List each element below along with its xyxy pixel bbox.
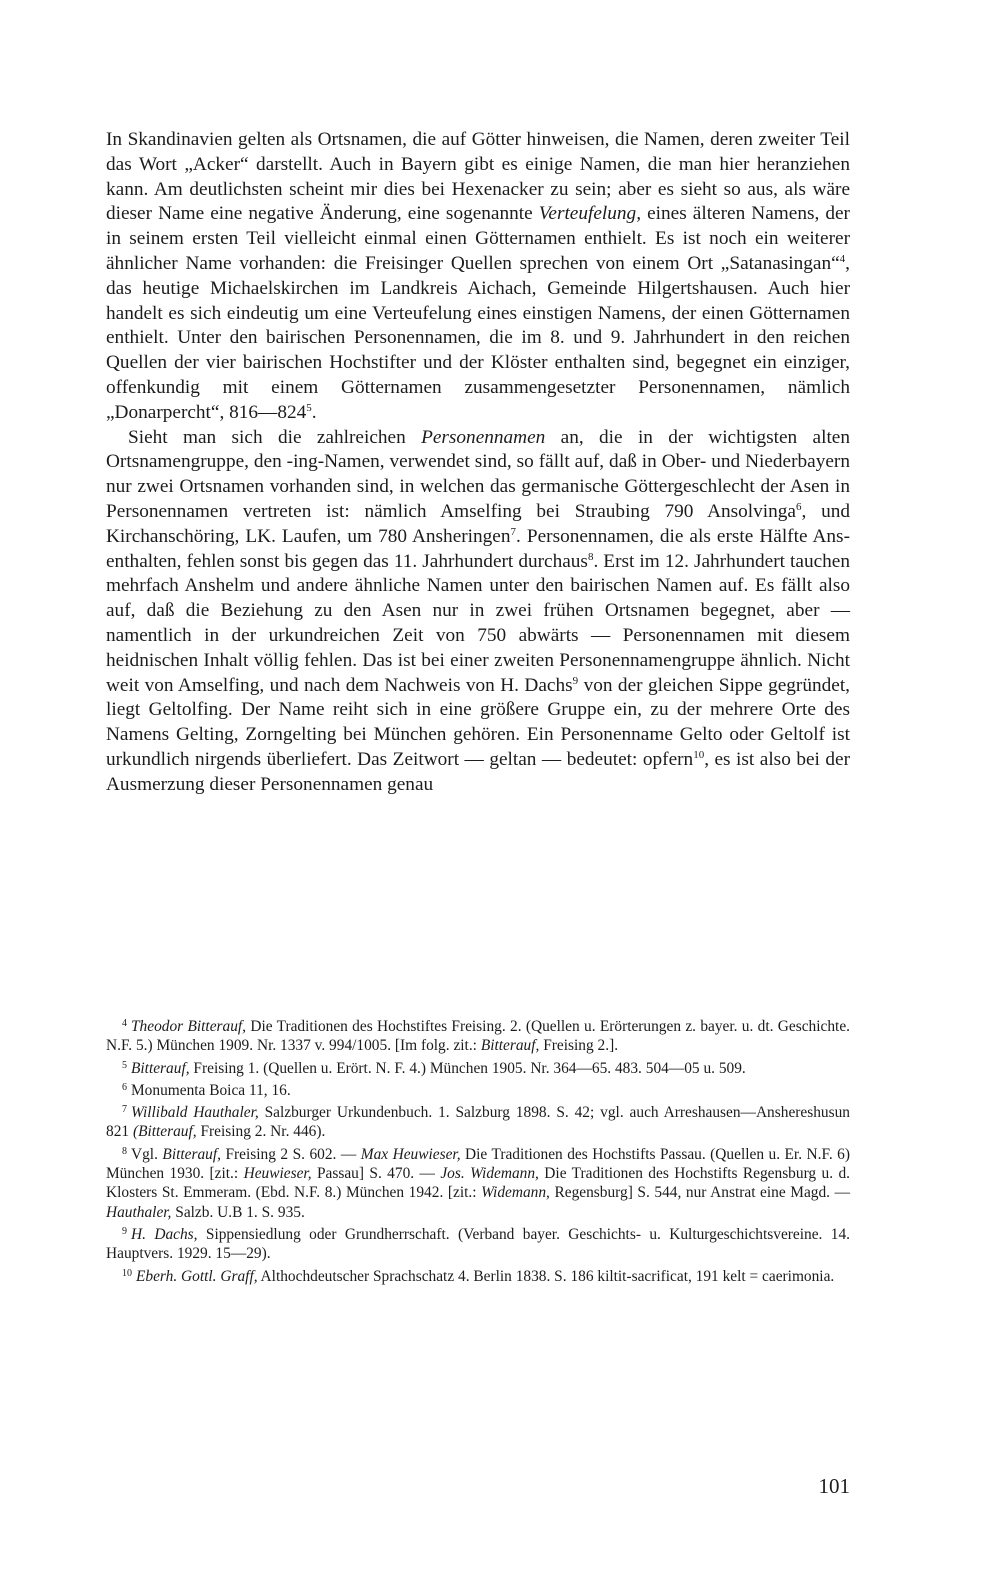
footnote-number: 5: [122, 1059, 127, 1071]
footnote-ref: 7: [510, 525, 517, 538]
footnote-text: [106, 1104, 850, 1140]
italic-text: Willibald Hauthaler,: [131, 1104, 259, 1122]
italic-text: Max Heuwieser,: [360, 1145, 461, 1163]
footnote: [106, 1078, 850, 1100]
text-run: Sippensiedlung oder Grundherrschaft. (Verband bayer. Geschichts- u. Kulturgeschichtsvereine. 14. Hauptvers. 1929. 15—29).: [106, 1225, 851, 1263]
text-run: Freising 2 S. 602. —: [221, 1145, 361, 1163]
footnote-ref: 4: [839, 252, 846, 265]
footnote-text: [136, 1268, 834, 1285]
italic-text: Bitterauf,: [162, 1145, 221, 1163]
text-run: In Skandinavien gelten als Ortsnamen, die auf Götter hinweisen, die Namen, deren zweiter Teil das Wort „Acker“ darstellt. Auch in Bayern gibt es einige Namen, die man hier heranziehen kann. Am deutlichsten scheint mir dies bei Hexenacker zu sein; aber es sieht so aus, als wäre dieser Name eine negative Änderung, eine sogenannte: [106, 129, 850, 225]
text-run: , es ist also bei der Ausmerzung dieser Personennamen genau: [106, 748, 850, 795]
footnote-ref: 9: [572, 674, 579, 687]
footnote-text: [131, 1060, 746, 1077]
italic-text: Eberh. Gottl. Graff,: [136, 1267, 258, 1285]
text-run: . Erst im 12. Jahrhundert tauchen mehrfach Anshelm und andere ähnliche Namen unter den bairischen Namen auf. Es fällt also auf, daß die Beziehung zu den Asen nur in zwei frühen Ortsnamen begegnet, aber — namentlich in der urkundreichen Zeit von 750 abwärts — Personennamen mit diesem heidnischen Inhalt völlig fehlen. Das ist bei einer zweiten Personennamengruppe ähnlich. Nicht weit von Amselfing, und nach dem Nachweis von H. Dachs: [106, 550, 850, 696]
footnote-number: 10: [122, 1267, 132, 1279]
italic-text: Theodor Bitterauf,: [131, 1018, 247, 1035]
text-run: Sieht man sich die zahlreichen: [128, 426, 422, 448]
body-text: [106, 128, 850, 798]
text-run: Die Traditionen des Hochstifts Regensburg u. d. Klosters St. Emmeram. (Ebd. N.F. 8.) München 1942. [zit.:: [106, 1165, 850, 1202]
footnotes: [106, 1014, 850, 1286]
text-run: Salzb. U.B 1. S. 935.: [171, 1203, 305, 1221]
italic-text: Bitterauf,: [480, 1037, 540, 1055]
italic-text: Verteufelung,: [538, 203, 642, 225]
text-run: Monumenta Boica 11, 16.: [131, 1081, 291, 1099]
italic-text: Bitterauf,: [131, 1059, 190, 1077]
italic-text: Jos. Widemann,: [440, 1165, 539, 1183]
paragraph: [106, 128, 850, 426]
footnote-ref: 8: [587, 550, 594, 563]
paragraph: [106, 426, 850, 798]
footnote-number: 9: [122, 1225, 127, 1237]
text-run: Salzburger Urkundenbuch. 1. Salzburg 1898. S. 42; vgl. auch Arreshausen—Anshereshusun 821: [106, 1104, 850, 1141]
italic-text: (Bitterauf,: [132, 1123, 197, 1141]
text-run: Regensburg] S. 544, nur Anstrat eine Magd. —: [549, 1184, 850, 1202]
text-run: Die Traditionen des Hochstifts Passau. (Quellen u. Er. N.F. 6) München 1930. [zit.:: [106, 1145, 850, 1183]
text-run: Freising 1. (Quellen u. Erört. N. F. 4.) München 1905. Nr. 364—65. 483. 504—05 u. 509.: [189, 1059, 746, 1077]
italic-text: Widemann,: [481, 1184, 550, 1202]
footnote-number: 6: [122, 1081, 127, 1093]
footnote: [106, 1142, 850, 1222]
text-run: Vgl.: [131, 1145, 163, 1163]
text-run: Die Traditionen des Hochstiftes Freising. 2. (Quellen u. Erörterungen z. bayer. u. dt. Geschichte. N.F. 5.) München 1909. Nr. 1337 v. 994/1005. [Im folg. zit.:: [106, 1018, 850, 1055]
footnote-number: 8: [122, 1145, 127, 1157]
italic-text: Personennamen: [421, 426, 546, 448]
italic-text: H. Dachs,: [131, 1225, 198, 1243]
footnote-text: [106, 1146, 850, 1221]
page-number: 101: [818, 1474, 850, 1498]
text-run: . Personennamen, die als erste Hälfte Ans- enthalten, fehlen sonst bis gegen das 11. Jahrhundert durchaus: [106, 525, 850, 572]
text-run: Althochdeutscher Sprachschatz 4. Berlin 1838. S. 186 kiltit-sacrificat, 191 kelt = caerimonia.: [257, 1267, 835, 1285]
footnote-text: [106, 1018, 850, 1054]
text-run: Freising 2.].: [539, 1037, 619, 1055]
text-run: von der gleichen Sippe gegründet, liegt Geltolfing. Der Name reiht sich in eine größere Gruppe ein, zu der mehrere Orte des Namens Gelting, Zorngelting bei München gehören. Ein Personenname Gelto oder Geltolf ist urkundlich nirgends überliefert. Das Zeitwort — geltan — bedeutet: opfern: [106, 674, 851, 770]
footnote-text: [131, 1082, 291, 1099]
footnote-text: [106, 1226, 850, 1262]
footnote: [106, 1100, 850, 1142]
italic-text: Hauthaler,: [106, 1203, 172, 1221]
footnote-number: 7: [122, 1104, 127, 1116]
italic-text: Heuwieser,: [243, 1165, 312, 1183]
footnote-ref: 5: [306, 401, 312, 414]
footnote: [106, 1264, 850, 1286]
footnote-ref: 10: [693, 748, 705, 761]
footnote: [106, 1056, 850, 1078]
text-run: , und Kirchanschöring, LK. Laufen, um 780 Ansheringen: [106, 500, 851, 547]
footnote-ref: 6: [796, 500, 802, 513]
text-run: , das heutige Michaelskirchen im Landkreis Aichach, Gemeinde Hilgertshausen. Auch hier handelt es sich eindeutig um eine Verteufelung eines einstigen Namens, der einen Götternamen enthielt. Unter den bairischen Personennamen, die im 8. und 9. Jahrhundert in den reichen Quellen der vier bairischen Hochstifter und der Klöster enthalten sind, begegnet ein einziger, offenkundig mit einem Götternamen zusammengesetzter Personennamen, nämlich „Donarpercht“, 816—824: [106, 252, 850, 423]
footnote: [106, 1222, 850, 1264]
footnote: [106, 1014, 850, 1056]
text-run: an, die in der wichtigsten alten Ortsnamengruppe, den -ing-Namen, verwendet sind, so fällt auf, daß in Ober- und Niederbayern nur zwei Ortsnamen vorhanden sind, in welchen das germanische Göttergeschlecht der Asen in Personennamen vertreten ist: nämlich Amselfing bei Straubing 790 Ansolvinga: [106, 426, 850, 522]
text-run: Passau] S. 470. —: [311, 1165, 441, 1183]
text-run: .: [311, 401, 317, 423]
footnote-number: 4: [122, 1018, 127, 1029]
text-run: Freising 2. Nr. 446).: [196, 1123, 326, 1141]
text-run: eines älteren Namens, der in seinem ersten Teil vielleicht einmal einen Götternamen enthielt. Es ist noch ein weiterer ähnlicher Name vorhanden: die Freisinger Quellen sprechen von einem Ort „Satanasingan“: [106, 203, 850, 274]
